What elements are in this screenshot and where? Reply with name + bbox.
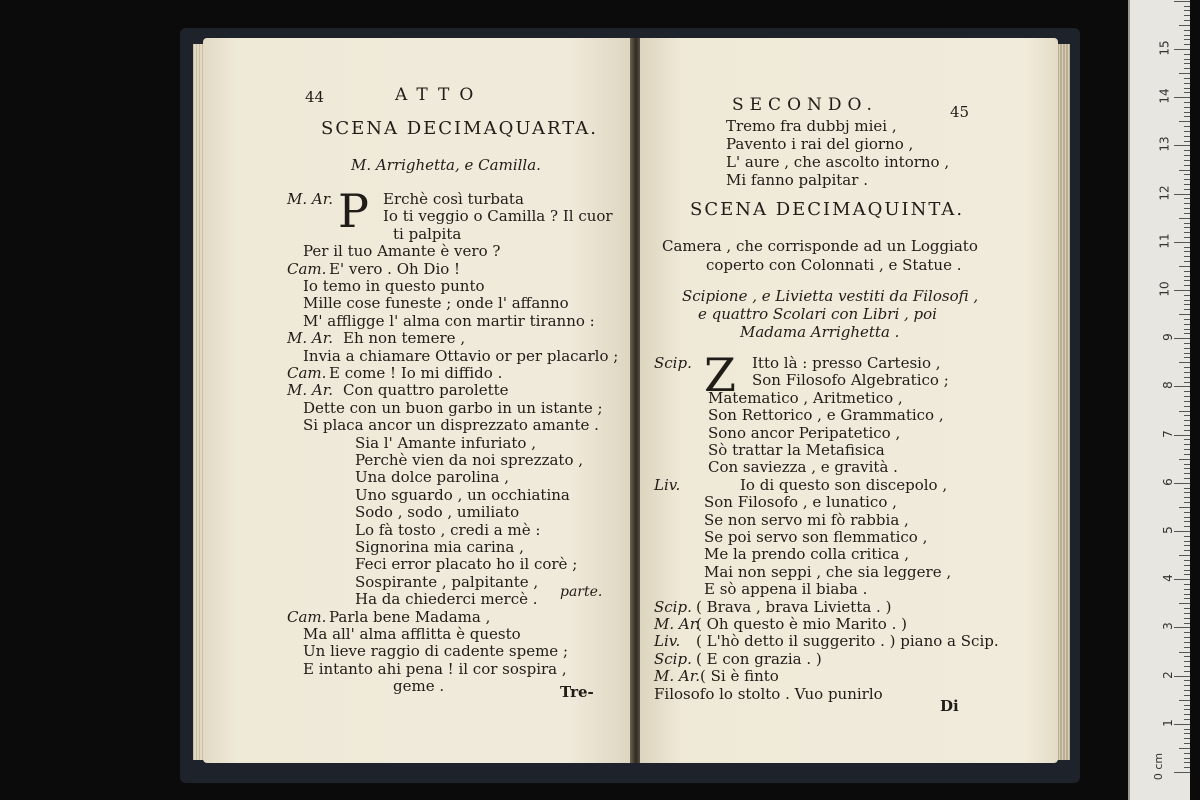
ruler-tick <box>1184 406 1190 407</box>
ruler-tick <box>1184 680 1190 681</box>
verse-line: Per il tuo Amante è vero ? <box>303 242 501 260</box>
speaker-label: Cam. <box>287 364 327 382</box>
ruler-tick <box>1184 502 1190 503</box>
verse-line: Mai non seppi , che sia leggere , <box>704 563 952 581</box>
verse-line: Io ti veggio o Camilla ? Il cuor <box>383 207 613 225</box>
verse-line: Son Rettorico , e Grammatico , <box>708 406 944 424</box>
ruler-tick <box>1184 512 1190 513</box>
page-number: 44 <box>305 88 325 106</box>
ruler-tick <box>1184 396 1190 397</box>
ruler-tick <box>1184 237 1190 238</box>
speaker-label: Liv. <box>654 476 681 494</box>
ruler-tick <box>1184 68 1190 69</box>
ruler-tick <box>1179 411 1190 412</box>
ruler-tick <box>1184 131 1190 132</box>
ruler-tick <box>1184 623 1190 624</box>
ruler-tick <box>1184 550 1190 551</box>
ruler-tick <box>1184 179 1190 180</box>
drop-capital: P <box>338 184 369 238</box>
verse-line: ( L'hò detto il suggerito . ) piano a Scip. <box>696 632 999 650</box>
ruler-tick <box>1184 213 1190 214</box>
ruler-tick <box>1174 772 1190 773</box>
ruler-tick <box>1184 420 1190 421</box>
verse-line: Lo fà tosto , credi a mè : <box>355 521 541 539</box>
ruler-unit: 0 cm <box>1151 752 1165 781</box>
verse-line: Con quattro parolette <box>343 381 509 399</box>
ruler-tick <box>1184 112 1190 113</box>
scene-title: SCENA DECIMAQUARTA. <box>321 118 598 139</box>
character-line: e quattro Scolari con Libri , poi <box>698 305 937 323</box>
ruler-tick <box>1184 425 1190 426</box>
ruler-tick <box>1184 584 1190 585</box>
ruler-tick <box>1184 329 1190 330</box>
ruler-tick <box>1184 497 1190 498</box>
ruler-tick <box>1184 295 1190 296</box>
ruler-tick <box>1184 88 1190 89</box>
ruler-tick <box>1184 642 1190 643</box>
ruler-tick <box>1184 391 1190 392</box>
ruler-tick <box>1179 603 1190 604</box>
verse-line: E sò appena il biaba . <box>704 580 868 598</box>
ruler-tick <box>1184 256 1190 257</box>
ruler-tick <box>1184 372 1190 373</box>
ruler-tick <box>1184 155 1190 156</box>
speaker-label: Cam. <box>287 608 327 626</box>
ruler-tick <box>1184 353 1190 354</box>
ruler-tick <box>1184 618 1190 619</box>
verse-line: Ma all' alma afflitta è questo <box>303 625 521 643</box>
ruler-tick <box>1184 449 1190 450</box>
ruler-tick <box>1184 632 1190 633</box>
ruler-tick <box>1179 555 1190 556</box>
verse-line: Sodo , sodo , umiliato <box>355 503 520 521</box>
ruler-number: 14 <box>1157 88 1172 104</box>
right-page <box>640 38 1058 763</box>
verse-line: Se poi servo son flemmatico , <box>704 528 928 546</box>
scene-characters: M. Arrighetta, e Camilla. <box>351 156 541 174</box>
ruler-tick <box>1184 377 1190 378</box>
ruler-number: 2 <box>1161 671 1176 679</box>
ruler-tick <box>1179 507 1190 508</box>
ruler-tick <box>1184 415 1190 416</box>
verse-line: Io temo in questo punto <box>303 277 485 295</box>
ruler-tick <box>1184 743 1190 744</box>
speaker-label: Scip. <box>654 598 692 616</box>
ruler-tick <box>1184 685 1190 686</box>
ruler-tick <box>1179 121 1190 122</box>
verse-line: Un lieve raggio di cadente speme ; <box>303 642 568 660</box>
ruler-tick <box>1184 565 1190 566</box>
verse-line: Pavento i rai del giorno , <box>726 135 914 153</box>
verse-line: Sospirante , palpitante , <box>355 573 539 591</box>
ruler-tick <box>1184 709 1190 710</box>
ruler-tick <box>1184 150 1190 151</box>
ruler-number: 4 <box>1161 574 1176 582</box>
ruler-tick <box>1179 748 1190 749</box>
ruler-tick <box>1184 656 1190 657</box>
character-line: Scipione , e Livietta vestiti da Filosofi , <box>682 287 979 305</box>
ruler-tick <box>1184 276 1190 277</box>
ruler-tick <box>1184 160 1190 161</box>
ruler-tick <box>1184 78 1190 79</box>
ruler-number: 12 <box>1157 185 1172 201</box>
ruler-tick <box>1184 261 1190 262</box>
speaker-label: Scip. <box>654 650 692 668</box>
verse-line: Sono ancor Peripatetico , <box>708 424 901 442</box>
verse-line: Tremo fra dubbj miei , <box>726 117 897 135</box>
ruler-tick <box>1184 690 1190 691</box>
speaker-label: M. Ar. <box>654 667 701 685</box>
ruler-number: 6 <box>1161 478 1176 486</box>
verse-line: Me la prendo colla critica , <box>704 545 910 563</box>
ruler-tick <box>1184 733 1190 734</box>
ruler-tick <box>1184 714 1190 715</box>
ruler-number: 10 <box>1157 281 1172 297</box>
speaker-label: M. Ar. <box>654 615 701 633</box>
scene-title: SCENA DECIMAQUINTA. <box>690 199 965 220</box>
ruler-tick <box>1184 223 1190 224</box>
ruler-tick <box>1184 208 1190 209</box>
verse-line: Uno sguardo , un occhiatina <box>355 486 570 504</box>
ruler-tick <box>1184 83 1190 84</box>
verse-line: Sò trattar la Metafisica <box>708 441 885 459</box>
ruler-tick <box>1179 25 1190 26</box>
verse-line: Signorina mia carina , <box>355 538 524 556</box>
ruler-tick <box>1184 570 1190 571</box>
verse-line: Se non servo mi fò rabbia , <box>704 511 909 529</box>
ruler-tick <box>1184 319 1190 320</box>
ruler-tick <box>1184 10 1190 11</box>
ruler-tick <box>1184 671 1190 672</box>
verse-line: Invia a chiamare Ottavio or per placarlo ; <box>303 347 619 365</box>
verse-line: Mi fanno palpitar . <box>726 171 868 189</box>
ruler-tick <box>1184 20 1190 21</box>
verse-line: Matematico , Aritmetico , <box>708 389 903 407</box>
ruler-tick <box>1184 661 1190 662</box>
ruler-tick <box>1184 738 1190 739</box>
verse-line: Sia l' Amante infuriato , <box>355 434 536 452</box>
ruler-tick <box>1184 348 1190 349</box>
verse-line: Itto là : presso Cartesio , <box>752 354 941 372</box>
ruler-tick <box>1184 309 1190 310</box>
ruler-tick <box>1179 700 1190 701</box>
character-line: Madama Arrighetta . <box>740 323 900 341</box>
ruler-tick <box>1174 145 1190 146</box>
verse-line: ( Si è finto <box>700 667 779 685</box>
ruler-tick <box>1184 608 1190 609</box>
stage-direction: parte. <box>560 584 603 600</box>
ruler-number: 7 <box>1161 430 1176 438</box>
ruler-tick <box>1184 35 1190 36</box>
ruler-tick <box>1184 589 1190 590</box>
ruler-tick <box>1184 184 1190 185</box>
ruler-tick <box>1184 232 1190 233</box>
verse-line: Son Filosofo Algebratico ; <box>752 371 949 389</box>
ruler-tick <box>1184 107 1190 108</box>
verse-line: Io di questo son discepolo , <box>740 476 948 494</box>
ruler-tick <box>1174 194 1190 195</box>
ruler-tick <box>1184 343 1190 344</box>
ruler-tick <box>1174 579 1190 580</box>
ruler-tick <box>1174 724 1190 725</box>
catchword: Tre- <box>560 683 594 701</box>
ruler-tick <box>1184 521 1190 522</box>
ruler-tick <box>1179 170 1190 171</box>
measuring-ruler <box>1128 0 1190 800</box>
ruler-tick <box>1184 705 1190 706</box>
ruler-tick <box>1174 49 1190 50</box>
setting-line: Camera , che corrisponde ad un Loggiato <box>662 237 978 255</box>
ruler-tick <box>1174 627 1190 628</box>
ruler-number: 15 <box>1157 40 1172 56</box>
ruler-number: 5 <box>1161 526 1176 534</box>
ruler-tick <box>1184 473 1190 474</box>
ruler-tick <box>1184 598 1190 599</box>
ruler-tick <box>1184 136 1190 137</box>
verse-line: E intanto ahi pena ! il cor sospira , <box>303 660 567 678</box>
verse-line: Eh non temere , <box>343 329 466 347</box>
ruler-tick <box>1184 666 1190 667</box>
ruler-tick <box>1174 97 1190 98</box>
ruler-tick <box>1184 762 1190 763</box>
ruler-tick <box>1184 719 1190 720</box>
page-edges-right <box>1056 44 1070 760</box>
ruler-tick <box>1184 126 1190 127</box>
ruler-tick <box>1184 92 1190 93</box>
ruler-tick <box>1184 165 1190 166</box>
ruler-number: 3 <box>1161 622 1176 630</box>
ruler-tick <box>1184 439 1190 440</box>
ruler-number: 11 <box>1157 233 1172 249</box>
ruler-tick <box>1184 574 1190 575</box>
running-head: SECONDO. <box>732 95 878 115</box>
ruler-tick <box>1184 198 1190 199</box>
ruler-tick <box>1184 444 1190 445</box>
ruler-tick <box>1184 324 1190 325</box>
ruler-tick <box>1184 541 1190 542</box>
ruler-number: 9 <box>1161 333 1176 341</box>
ruler-tick <box>1184 285 1190 286</box>
verse-line: ( Brava , brava Livietta . ) <box>696 598 892 616</box>
ruler-tick <box>1174 483 1190 484</box>
verse-line: E' vero . Oh Dio ! <box>329 260 461 278</box>
verse-line: Con saviezza , e gravità . <box>708 458 898 476</box>
verse-line: Una dolce parolina , <box>355 468 509 486</box>
ruler-tick <box>1184 367 1190 368</box>
verse-line: ti palpita <box>393 225 462 243</box>
ruler-tick <box>1174 290 1190 291</box>
speaker-label: Liv. <box>654 632 681 650</box>
ruler-tick <box>1184 333 1190 334</box>
speaker-label: Cam. <box>287 260 327 278</box>
ruler-tick <box>1184 468 1190 469</box>
ruler-tick <box>1179 652 1190 653</box>
ruler-tick <box>1184 116 1190 117</box>
ruler-tick <box>1179 218 1190 219</box>
ruler-tick <box>1184 594 1190 595</box>
verse-line: M' affligge l' alma con martir tiranno : <box>303 312 595 330</box>
ruler-tick <box>1184 280 1190 281</box>
verse-line: Si placa ancor un disprezzato amante . <box>303 416 599 434</box>
ruler-tick <box>1184 59 1190 60</box>
ruler-tick <box>1184 382 1190 383</box>
ruler-tick <box>1184 767 1190 768</box>
verse-line: geme . <box>393 677 445 695</box>
ruler-tick <box>1184 478 1190 479</box>
ruler-tick <box>1184 44 1190 45</box>
ruler-tick <box>1179 459 1190 460</box>
ruler-tick <box>1179 314 1190 315</box>
ruler-tick <box>1184 102 1190 103</box>
catchword: Di <box>940 697 959 715</box>
verse-line: L' aure , che ascolto intorno , <box>726 153 950 171</box>
ruler-tick <box>1184 647 1190 648</box>
ruler-tick <box>1184 526 1190 527</box>
ruler-tick <box>1184 560 1190 561</box>
ruler-tick <box>1184 753 1190 754</box>
ruler-tick <box>1184 227 1190 228</box>
ruler-tick <box>1174 531 1190 532</box>
ruler-tick <box>1184 517 1190 518</box>
ruler-number: 1 <box>1161 719 1176 727</box>
ruler-tick <box>1179 73 1190 74</box>
verse-line: Perchè vien da noi sprezzato , <box>355 451 584 469</box>
ruler-tick <box>1184 271 1190 272</box>
ruler-tick <box>1184 189 1190 190</box>
verse-line: ( E con grazia . ) <box>696 650 822 668</box>
ruler-tick <box>1184 637 1190 638</box>
setting-line: coperto con Colonnati , e Statue . <box>706 256 962 274</box>
ruler-tick <box>1174 1 1190 2</box>
ruler-tick <box>1184 401 1190 402</box>
drop-capital: Z <box>704 348 736 402</box>
ruler-tick <box>1184 6 1190 7</box>
verse-line: Filosofo lo stolto . Vuo punirlo <box>654 685 883 703</box>
ruler-tick <box>1174 435 1190 436</box>
ruler-tick <box>1184 54 1190 55</box>
ruler-tick <box>1184 729 1190 730</box>
ruler-tick <box>1179 362 1190 363</box>
ruler-tick <box>1174 338 1190 339</box>
ruler-tick <box>1184 304 1190 305</box>
speaker-label: M. Ar. <box>287 381 334 399</box>
ruler-tick <box>1184 247 1190 248</box>
ruler-tick <box>1179 266 1190 267</box>
running-head: ATTO <box>395 85 484 105</box>
verse-line: ( Oh questo è mio Marito . ) <box>696 615 907 633</box>
ruler-tick <box>1184 758 1190 759</box>
page-number: 45 <box>950 103 970 121</box>
ruler-tick <box>1184 695 1190 696</box>
ruler-tick <box>1184 488 1190 489</box>
ruler-tick <box>1184 141 1190 142</box>
ruler-tick <box>1184 357 1190 358</box>
ruler-tick <box>1184 251 1190 252</box>
ruler-tick <box>1184 63 1190 64</box>
ruler-tick <box>1184 492 1190 493</box>
ruler-number: 13 <box>1157 136 1172 152</box>
ruler-tick <box>1174 386 1190 387</box>
verse-line: Dette con un buon garbo in un istante ; <box>303 399 603 417</box>
ruler-tick <box>1184 39 1190 40</box>
verse-line: Ha da chiederci mercè . <box>355 590 538 608</box>
speaker-label: M. Ar. <box>287 190 334 208</box>
verse-line: Mille cose funeste ; onde l' affanno <box>303 294 569 312</box>
ruler-tick <box>1184 545 1190 546</box>
left-page <box>203 38 633 763</box>
ruler-tick <box>1184 454 1190 455</box>
ruler-tick <box>1174 676 1190 677</box>
ruler-tick <box>1184 203 1190 204</box>
speaker-label: Scip. <box>654 354 692 372</box>
verse-line: Parla bene Madama , <box>329 608 491 626</box>
ruler-tick <box>1184 15 1190 16</box>
ruler-tick <box>1184 536 1190 537</box>
verse-line: Son Filosofo , e lunatico , <box>704 493 897 511</box>
ruler-tick <box>1184 464 1190 465</box>
speaker-label: M. Ar. <box>287 329 334 347</box>
ruler-tick <box>1184 300 1190 301</box>
verse-line: Erchè così turbata <box>383 190 524 208</box>
ruler-tick <box>1184 174 1190 175</box>
ruler-tick <box>1184 30 1190 31</box>
ruler-number: 8 <box>1161 381 1176 389</box>
verse-line: E come ! Io mi diffido . <box>329 364 503 382</box>
ruler-tick <box>1184 430 1190 431</box>
ruler-tick <box>1174 242 1190 243</box>
ruler-tick <box>1184 613 1190 614</box>
verse-line: Feci error placato ho il corè ; <box>355 555 578 573</box>
